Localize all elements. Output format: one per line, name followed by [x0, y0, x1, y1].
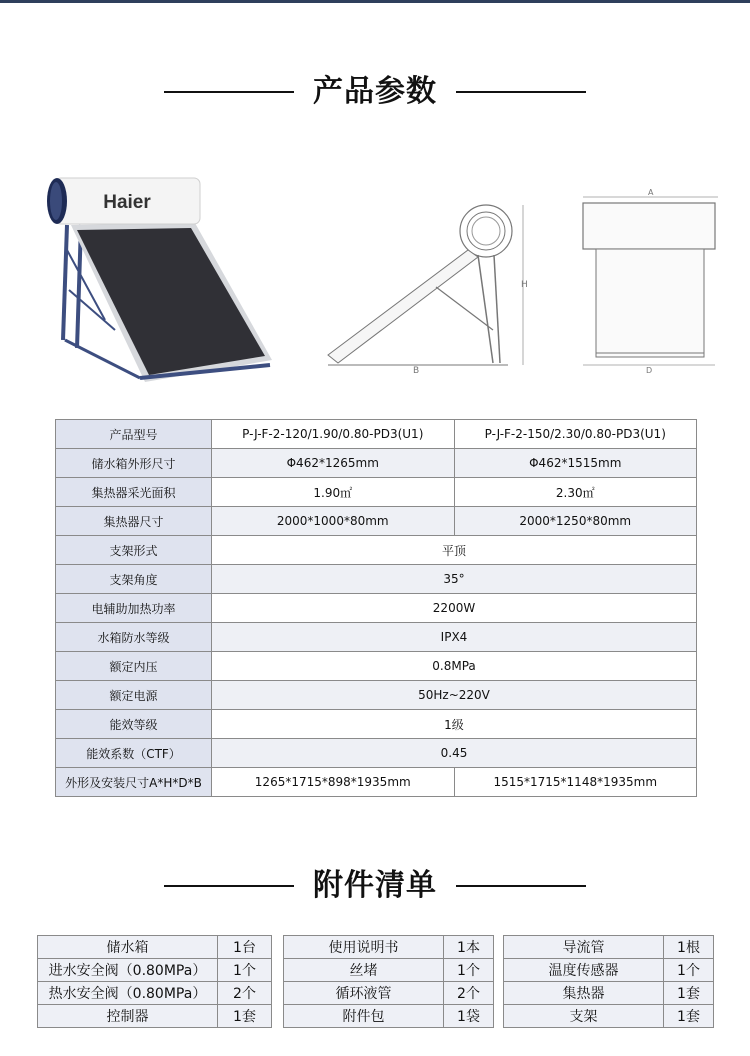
panel-side: [328, 250, 478, 363]
accessory-qty: 1袋: [444, 1005, 494, 1028]
accessory-table-3: [503, 935, 714, 1028]
accessory-qty: 1套: [664, 1005, 714, 1028]
accessory-qty: 2个: [218, 982, 272, 1005]
accessory-qty: 2个: [444, 982, 494, 1005]
accessory-qty: 1个: [664, 959, 714, 982]
top-border: [0, 0, 750, 3]
spec-value: 2000*1250*80mm: [454, 507, 697, 536]
dim-label-h: H: [521, 280, 528, 290]
table-row: [56, 652, 697, 681]
table-row: [56, 507, 697, 536]
accessory-name: 控制器: [38, 1005, 218, 1028]
panel-front: [596, 249, 704, 357]
tank-circle: [460, 205, 512, 257]
spec-value: 1265*1715*898*1935mm: [212, 768, 455, 797]
tank-circle-core: [472, 217, 500, 245]
spec-label: 储水箱外形尺寸: [56, 449, 212, 478]
spec-value: 0.8MPa: [212, 652, 697, 681]
spec-value: 50Hz~220V: [212, 681, 697, 710]
table-row: [56, 449, 697, 478]
brand-logo: Haier: [103, 192, 151, 213]
support-brace: [436, 287, 493, 330]
table-row: [504, 1005, 714, 1028]
table-row: [284, 1005, 494, 1028]
section-title-accessories: [0, 866, 750, 906]
spec-label: 集热器采光面积: [56, 478, 212, 507]
spec-value: 2000*1000*80mm: [212, 507, 455, 536]
spec-label: 支架角度: [56, 565, 212, 594]
dim-label-b: B: [413, 366, 420, 375]
accessory-qty: 1本: [444, 936, 494, 959]
side-view-diagram: [318, 195, 538, 375]
section-title-params: [0, 72, 750, 112]
accessory-qty: 1根: [664, 936, 714, 959]
table-row: [56, 420, 697, 449]
spec-value: IPX4: [212, 623, 697, 652]
accessory-qty: 1台: [218, 936, 272, 959]
spec-value: 2200W: [212, 594, 697, 623]
table-row: [504, 936, 714, 959]
table-row: [56, 478, 697, 507]
table-row: [56, 710, 697, 739]
spec-value: Φ462*1515mm: [454, 449, 697, 478]
accessory-name: 丝堵: [284, 959, 444, 982]
front-view-diagram: [578, 185, 723, 375]
table-row: [56, 594, 697, 623]
table-row: [284, 959, 494, 982]
spec-value: 平顶: [212, 536, 697, 565]
table-row: [38, 936, 272, 959]
spec-table: [55, 419, 697, 797]
accessory-qty: 1个: [444, 959, 494, 982]
accessory-name: 附件包: [284, 1005, 444, 1028]
accessory-qty: 1套: [218, 1005, 272, 1028]
spec-value: 2.30㎡: [454, 478, 697, 507]
spec-value: 0.45: [212, 739, 697, 768]
tank-end-inner: [50, 182, 62, 220]
spec-value: 1.90㎡: [212, 478, 455, 507]
spec-label: 能效系数（CTF）: [56, 739, 212, 768]
table-row: [38, 959, 272, 982]
dim-label-d: D: [646, 366, 653, 375]
spec-label: 额定电源: [56, 681, 212, 710]
spec-label: 外形及安装尺寸A*H*D*B: [56, 768, 212, 797]
spec-label: 产品型号: [56, 420, 212, 449]
title-line-right: [456, 885, 586, 887]
table-row: [38, 1005, 272, 1028]
accessory-name: 温度传感器: [504, 959, 664, 982]
spec-label: 水箱防水等级: [56, 623, 212, 652]
table-row: [504, 982, 714, 1005]
accessory-name: 储水箱: [38, 936, 218, 959]
table-row: [38, 982, 272, 1005]
accessory-name: 集热器: [504, 982, 664, 1005]
spec-label: 电辅助加热功率: [56, 594, 212, 623]
spec-value: Φ462*1265mm: [212, 449, 455, 478]
table-row: [56, 768, 697, 797]
table-row: [284, 936, 494, 959]
title-line-right: [456, 91, 586, 93]
table-row: [56, 681, 697, 710]
spec-value: 1515*1715*1148*1935mm: [454, 768, 697, 797]
spec-label: 额定内压: [56, 652, 212, 681]
table-row: [56, 565, 697, 594]
accessory-name: 热水安全阀（0.80MPa）: [38, 982, 218, 1005]
accessory-table-2: [283, 935, 494, 1028]
spec-value: 35°: [212, 565, 697, 594]
params-title: 产品参数: [313, 74, 437, 109]
accessory-name: 循环液管: [284, 982, 444, 1005]
accessory-name: 支架: [504, 1005, 664, 1028]
accessory-qty: 1个: [218, 959, 272, 982]
support-leg: [478, 255, 493, 363]
spec-value: P-J-F-2-150/2.30/0.80-PD3(U1): [454, 420, 697, 449]
accessory-name: 使用说明书: [284, 936, 444, 959]
accessory-name: 导流管: [504, 936, 664, 959]
product-photo: [45, 170, 280, 392]
dim-label-a: A: [648, 188, 654, 197]
table-row: [56, 536, 697, 565]
spec-value: P-J-F-2-120/1.90/0.80-PD3(U1): [212, 420, 455, 449]
accessory-name: 进水安全阀（0.80MPa）: [38, 959, 218, 982]
table-row: [504, 959, 714, 982]
support-leg: [494, 255, 500, 363]
table-row: [284, 982, 494, 1005]
table-row: [56, 623, 697, 652]
spec-label: 能效等级: [56, 710, 212, 739]
accessory-table-1: [37, 935, 272, 1028]
spec-label: 集热器尺寸: [56, 507, 212, 536]
tank-circle-inner: [467, 212, 505, 250]
spec-value: 1级: [212, 710, 697, 739]
table-row: [56, 739, 697, 768]
accessories-title: 附件清单: [313, 868, 437, 903]
accessory-qty: 1套: [664, 982, 714, 1005]
spec-label: 支架形式: [56, 536, 212, 565]
frame-leg: [63, 225, 67, 340]
tank-front: [583, 203, 715, 249]
